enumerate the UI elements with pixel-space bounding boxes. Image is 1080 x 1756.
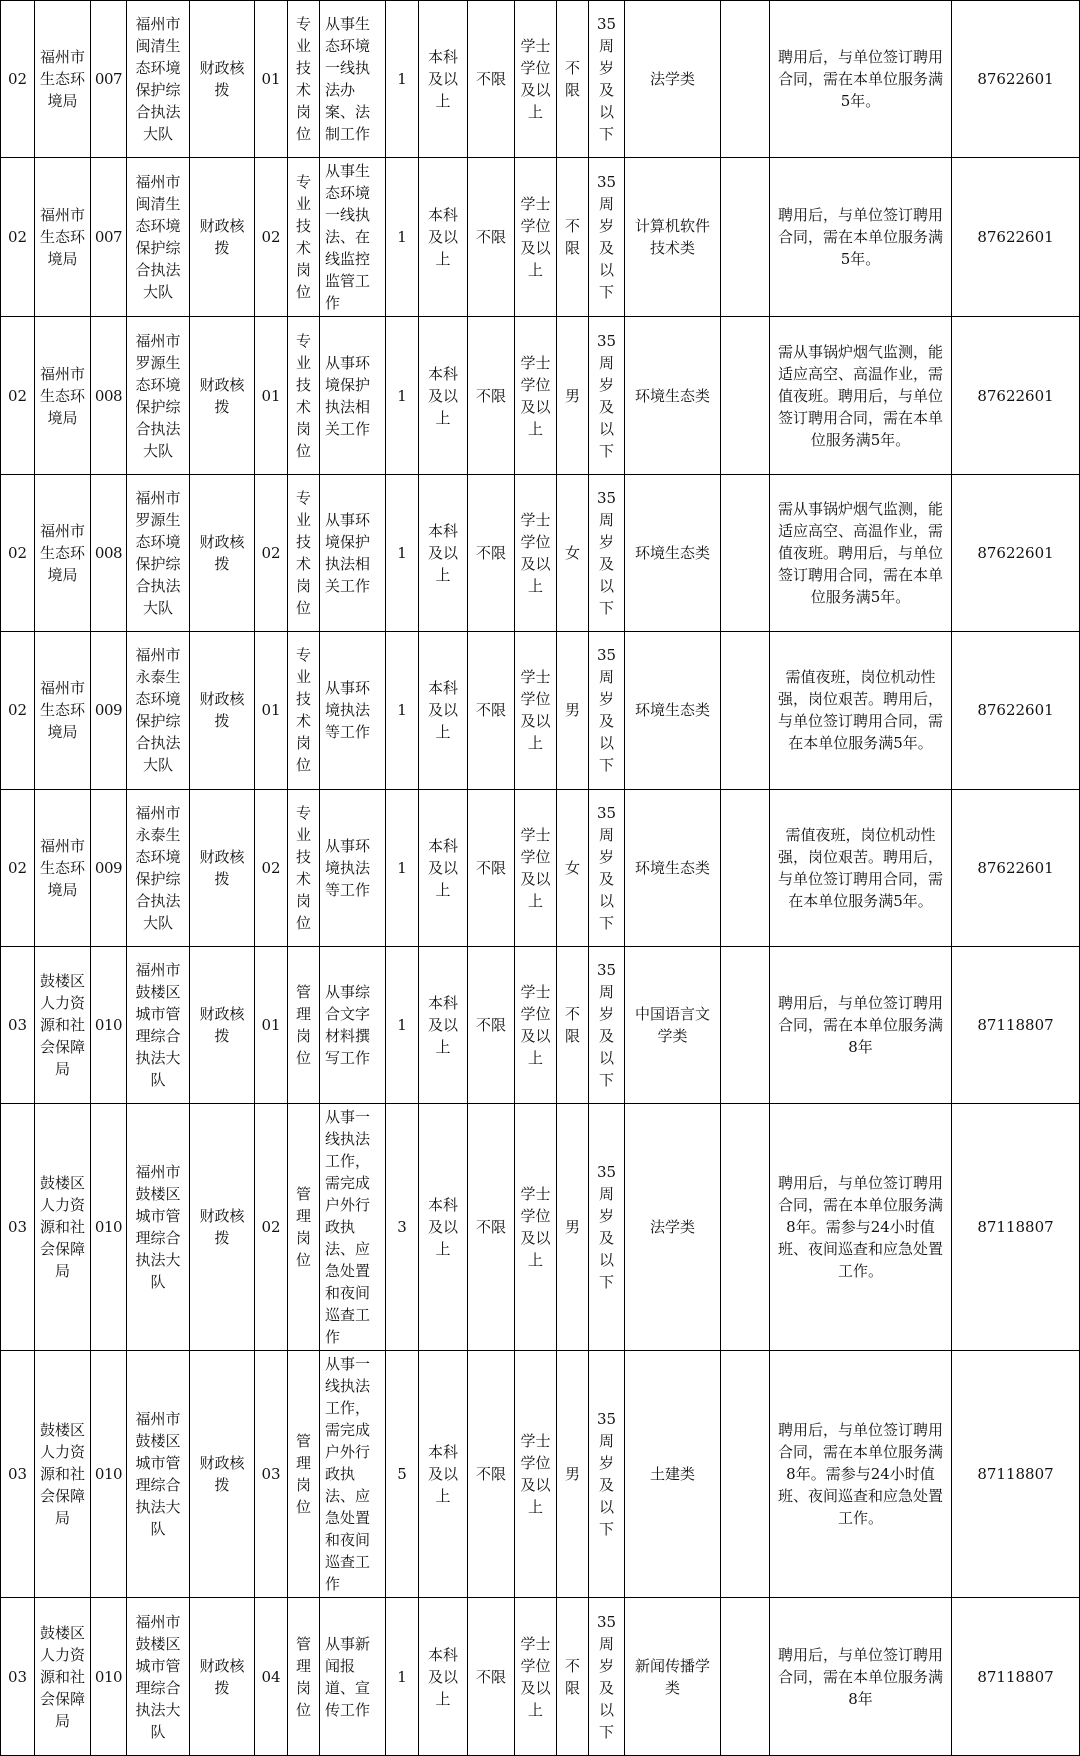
post-code-cell: 02 [255, 474, 288, 631]
headcount-cell: 1 [386, 317, 419, 474]
gender-cell: 不限 [557, 158, 589, 317]
education-type-cell: 不限 [468, 1351, 515, 1598]
education-cell: 本科及以上 [419, 158, 468, 317]
unit-name-cell: 福州市鼓楼区城市管理综合执法大队 [127, 1104, 190, 1351]
unit-name-cell: 福州市罗源生态环境保护综合执法大队 [127, 317, 190, 474]
post-type-cell: 管理岗位 [288, 1598, 320, 1755]
dept-code-cell: 03 [1, 946, 35, 1103]
funding-cell: 财政核拨 [190, 474, 255, 631]
dept-code-cell: 02 [1, 632, 35, 789]
gender-cell: 男 [557, 1104, 589, 1351]
education-type-cell: 不限 [468, 1104, 515, 1351]
funding-cell: 财政核拨 [190, 632, 255, 789]
post-type-cell: 专业技术岗位 [288, 1, 320, 158]
headcount-cell: 3 [386, 1104, 419, 1351]
age-limit-cell: 35周岁及以下 [589, 789, 625, 946]
duties-cell: 从事环境执法等工作 [320, 789, 386, 946]
blank-cell [721, 946, 770, 1103]
age-limit-cell: 35周岁及以下 [589, 1104, 625, 1351]
major-cell: 环境生态类 [625, 317, 721, 474]
major-cell: 环境生态类 [625, 789, 721, 946]
funding-cell: 财政核拨 [190, 1351, 255, 1598]
major-cell: 新闻传播学类 [625, 1598, 721, 1755]
requirements-cell: 聘用后，与单位签订聘用合同，需在本单位服务满8年 [770, 1598, 952, 1755]
age-limit-cell: 35周岁及以下 [589, 946, 625, 1103]
headcount-cell: 1 [386, 1598, 419, 1755]
headcount-cell: 1 [386, 474, 419, 631]
phone-cell: 87118807 [952, 946, 1080, 1103]
major-cell: 环境生态类 [625, 474, 721, 631]
education-cell: 本科及以上 [419, 474, 468, 631]
unit-code-cell: 010 [91, 1351, 127, 1598]
blank-cell [721, 789, 770, 946]
gender-cell: 不限 [557, 946, 589, 1103]
funding-cell: 财政核拨 [190, 1598, 255, 1755]
duties-cell: 从事环境保护执法相关工作 [320, 317, 386, 474]
gender-cell: 男 [557, 632, 589, 789]
post-code-cell: 01 [255, 317, 288, 474]
dept-code-cell: 02 [1, 474, 35, 631]
gender-cell: 男 [557, 317, 589, 474]
post-code-cell: 01 [255, 1, 288, 158]
major-cell: 计算机软件技术类 [625, 158, 721, 317]
post-type-cell: 管理岗位 [288, 946, 320, 1103]
unit-code-cell: 009 [91, 632, 127, 789]
table-row [1, 632, 1080, 789]
major-cell: 土建类 [625, 1351, 721, 1598]
education-type-cell: 不限 [468, 632, 515, 789]
dept-name-cell: 福州市生态环境局 [35, 158, 91, 317]
post-code-cell: 02 [255, 158, 288, 317]
post-code-cell: 02 [255, 1104, 288, 1351]
headcount-cell: 5 [386, 1351, 419, 1598]
headcount-cell: 1 [386, 1, 419, 158]
blank-cell [721, 632, 770, 789]
education-type-cell: 不限 [468, 789, 515, 946]
requirements-cell: 聘用后，与单位签订聘用合同，需在本单位服务满8年。需参与24小时值班、夜间巡查和应急处置工作。 [770, 1104, 952, 1351]
phone-cell: 87622601 [952, 474, 1080, 631]
age-limit-cell: 35周岁及以下 [589, 317, 625, 474]
phone-cell: 87118807 [952, 1351, 1080, 1598]
phone-cell: 87622601 [952, 158, 1080, 317]
degree-cell: 学士学位及以上 [515, 1351, 557, 1598]
education-cell: 本科及以上 [419, 946, 468, 1103]
requirements-cell: 需值夜班，岗位机动性强，岗位艰苦。聘用后，与单位签订聘用合同，需在本单位服务满5年。 [770, 789, 952, 946]
degree-cell: 学士学位及以上 [515, 1, 557, 158]
unit-code-cell: 008 [91, 474, 127, 631]
duties-cell: 从事一线执法工作，需完成户外行政执法、应急处置和夜间巡查工作 [320, 1104, 386, 1351]
duties-cell: 从事一线执法工作，需完成户外行政执法、应急处置和夜间巡查工作 [320, 1351, 386, 1598]
dept-name-cell: 鼓楼区人力资源和社会保障局 [35, 1104, 91, 1351]
post-type-cell: 专业技术岗位 [288, 632, 320, 789]
requirements-cell: 聘用后，与单位签订聘用合同，需在本单位服务满8年。需参与24小时值班、夜间巡查和应急处置工作。 [770, 1351, 952, 1598]
post-code-cell: 04 [255, 1598, 288, 1755]
dept-name-cell: 福州市生态环境局 [35, 317, 91, 474]
table-row [1, 1598, 1080, 1755]
requirements-cell: 聘用后，与单位签订聘用合同，需在本单位服务满5年。 [770, 158, 952, 317]
post-type-cell: 专业技术岗位 [288, 789, 320, 946]
post-type-cell: 管理岗位 [288, 1104, 320, 1351]
education-type-cell: 不限 [468, 317, 515, 474]
duties-cell: 从事新闻报道、宣传工作 [320, 1598, 386, 1755]
post-code-cell: 03 [255, 1351, 288, 1598]
duties-cell: 从事环境执法等工作 [320, 632, 386, 789]
phone-cell: 87118807 [952, 1598, 1080, 1755]
unit-name-cell: 福州市罗源生态环境保护综合执法大队 [127, 474, 190, 631]
gender-cell: 不限 [557, 1, 589, 158]
education-type-cell: 不限 [468, 1, 515, 158]
dept-name-cell: 鼓楼区人力资源和社会保障局 [35, 1351, 91, 1598]
dept-code-cell: 02 [1, 1, 35, 158]
degree-cell: 学士学位及以上 [515, 158, 557, 317]
degree-cell: 学士学位及以上 [515, 317, 557, 474]
funding-cell: 财政核拨 [190, 946, 255, 1103]
funding-cell: 财政核拨 [190, 1104, 255, 1351]
funding-cell: 财政核拨 [190, 1, 255, 158]
unit-name-cell: 福州市鼓楼区城市管理综合执法大队 [127, 1351, 190, 1598]
dept-code-cell: 02 [1, 158, 35, 317]
unit-code-cell: 009 [91, 789, 127, 946]
education-cell: 本科及以上 [419, 1104, 468, 1351]
phone-cell: 87622601 [952, 789, 1080, 946]
unit-code-cell: 008 [91, 317, 127, 474]
dept-name-cell: 福州市生态环境局 [35, 632, 91, 789]
degree-cell: 学士学位及以上 [515, 632, 557, 789]
education-cell: 本科及以上 [419, 317, 468, 474]
degree-cell: 学士学位及以上 [515, 789, 557, 946]
funding-cell: 财政核拨 [190, 158, 255, 317]
unit-name-cell: 福州市鼓楼区城市管理综合执法大队 [127, 1598, 190, 1755]
age-limit-cell: 35周岁及以下 [589, 1351, 625, 1598]
table-row [1, 317, 1080, 474]
gender-cell: 女 [557, 474, 589, 631]
education-cell: 本科及以上 [419, 1598, 468, 1755]
education-type-cell: 不限 [468, 1598, 515, 1755]
dept-code-cell: 02 [1, 317, 35, 474]
post-code-cell: 02 [255, 789, 288, 946]
post-type-cell: 专业技术岗位 [288, 158, 320, 317]
unit-name-cell: 福州市鼓楼区城市管理综合执法大队 [127, 946, 190, 1103]
age-limit-cell: 35周岁及以下 [589, 158, 625, 317]
education-cell: 本科及以上 [419, 632, 468, 789]
major-cell: 中国语言文学类 [625, 946, 721, 1103]
blank-cell [721, 1351, 770, 1598]
education-type-cell: 不限 [468, 946, 515, 1103]
dept-name-cell: 鼓楼区人力资源和社会保障局 [35, 1598, 91, 1755]
blank-cell [721, 317, 770, 474]
phone-cell: 87622601 [952, 317, 1080, 474]
dept-name-cell: 福州市生态环境局 [35, 474, 91, 631]
dept-code-cell: 03 [1, 1104, 35, 1351]
table-row [1, 158, 1080, 317]
unit-code-cell: 007 [91, 158, 127, 317]
post-code-cell: 01 [255, 632, 288, 789]
age-limit-cell: 35周岁及以下 [589, 474, 625, 631]
blank-cell [721, 1104, 770, 1351]
unit-name-cell: 福州市闽清生态环境保护综合执法大队 [127, 158, 190, 317]
education-type-cell: 不限 [468, 474, 515, 631]
duties-cell: 从事生态环境一线执法办案、法制工作 [320, 1, 386, 158]
table-row [1, 1351, 1080, 1598]
requirements-cell: 需从事锅炉烟气监测，能适应高空、高温作业，需值夜班。聘用后，与单位签订聘用合同，需在本单位服务满5年。 [770, 317, 952, 474]
gender-cell: 不限 [557, 1598, 589, 1755]
degree-cell: 学士学位及以上 [515, 1598, 557, 1755]
headcount-cell: 1 [386, 158, 419, 317]
funding-cell: 财政核拨 [190, 789, 255, 946]
headcount-cell: 1 [386, 946, 419, 1103]
headcount-cell: 1 [386, 789, 419, 946]
age-limit-cell: 35周岁及以下 [589, 1598, 625, 1755]
degree-cell: 学士学位及以上 [515, 474, 557, 631]
dept-code-cell: 02 [1, 789, 35, 946]
duties-cell: 从事环境保护执法相关工作 [320, 474, 386, 631]
post-type-cell: 专业技术岗位 [288, 474, 320, 631]
blank-cell [721, 1, 770, 158]
education-cell: 本科及以上 [419, 1, 468, 158]
unit-code-cell: 010 [91, 1598, 127, 1755]
phone-cell: 87622601 [952, 1, 1080, 158]
blank-cell [721, 158, 770, 317]
dept-name-cell: 福州市生态环境局 [35, 789, 91, 946]
phone-cell: 87622601 [952, 632, 1080, 789]
duties-cell: 从事生态环境一线执法、在线监控监管工作 [320, 158, 386, 317]
unit-code-cell: 010 [91, 946, 127, 1103]
dept-code-cell: 03 [1, 1351, 35, 1598]
degree-cell: 学士学位及以上 [515, 946, 557, 1103]
gender-cell: 女 [557, 789, 589, 946]
duties-cell: 从事综合文字材料撰写工作 [320, 946, 386, 1103]
blank-cell [721, 474, 770, 631]
headcount-cell: 1 [386, 632, 419, 789]
unit-code-cell: 007 [91, 1, 127, 158]
requirements-cell: 需值夜班，岗位机动性强，岗位艰苦。聘用后，与单位签订聘用合同，需在本单位服务满5年。 [770, 632, 952, 789]
degree-cell: 学士学位及以上 [515, 1104, 557, 1351]
dept-code-cell: 03 [1, 1598, 35, 1755]
education-cell: 本科及以上 [419, 1351, 468, 1598]
major-cell: 法学类 [625, 1, 721, 158]
major-cell: 法学类 [625, 1104, 721, 1351]
table-row [1, 789, 1080, 946]
post-code-cell: 01 [255, 946, 288, 1103]
unit-name-cell: 福州市闽清生态环境保护综合执法大队 [127, 1, 190, 158]
funding-cell: 财政核拨 [190, 317, 255, 474]
requirements-cell: 聘用后，与单位签订聘用合同，需在本单位服务满8年 [770, 946, 952, 1103]
dept-name-cell: 鼓楼区人力资源和社会保障局 [35, 946, 91, 1103]
requirements-cell: 聘用后，与单位签订聘用合同，需在本单位服务满5年。 [770, 1, 952, 158]
post-type-cell: 专业技术岗位 [288, 317, 320, 474]
age-limit-cell: 35周岁及以下 [589, 632, 625, 789]
education-cell: 本科及以上 [419, 789, 468, 946]
unit-code-cell: 010 [91, 1104, 127, 1351]
table-row [1, 1104, 1080, 1351]
requirements-cell: 需从事锅炉烟气监测，能适应高空、高温作业，需值夜班。聘用后，与单位签订聘用合同，需在本单位服务满5年。 [770, 474, 952, 631]
table-body [1, 1, 1080, 1756]
table-row [1, 1, 1080, 158]
unit-name-cell: 福州市永泰生态环境保护综合执法大队 [127, 789, 190, 946]
age-limit-cell: 35周岁及以下 [589, 1, 625, 158]
post-type-cell: 管理岗位 [288, 1351, 320, 1598]
dept-name-cell: 福州市生态环境局 [35, 1, 91, 158]
table-row [1, 474, 1080, 631]
gender-cell: 男 [557, 1351, 589, 1598]
education-type-cell: 不限 [468, 158, 515, 317]
unit-name-cell: 福州市永泰生态环境保护综合执法大队 [127, 632, 190, 789]
phone-cell: 87118807 [952, 1104, 1080, 1351]
table-row [1, 946, 1080, 1103]
major-cell: 环境生态类 [625, 632, 721, 789]
blank-cell [721, 1598, 770, 1755]
